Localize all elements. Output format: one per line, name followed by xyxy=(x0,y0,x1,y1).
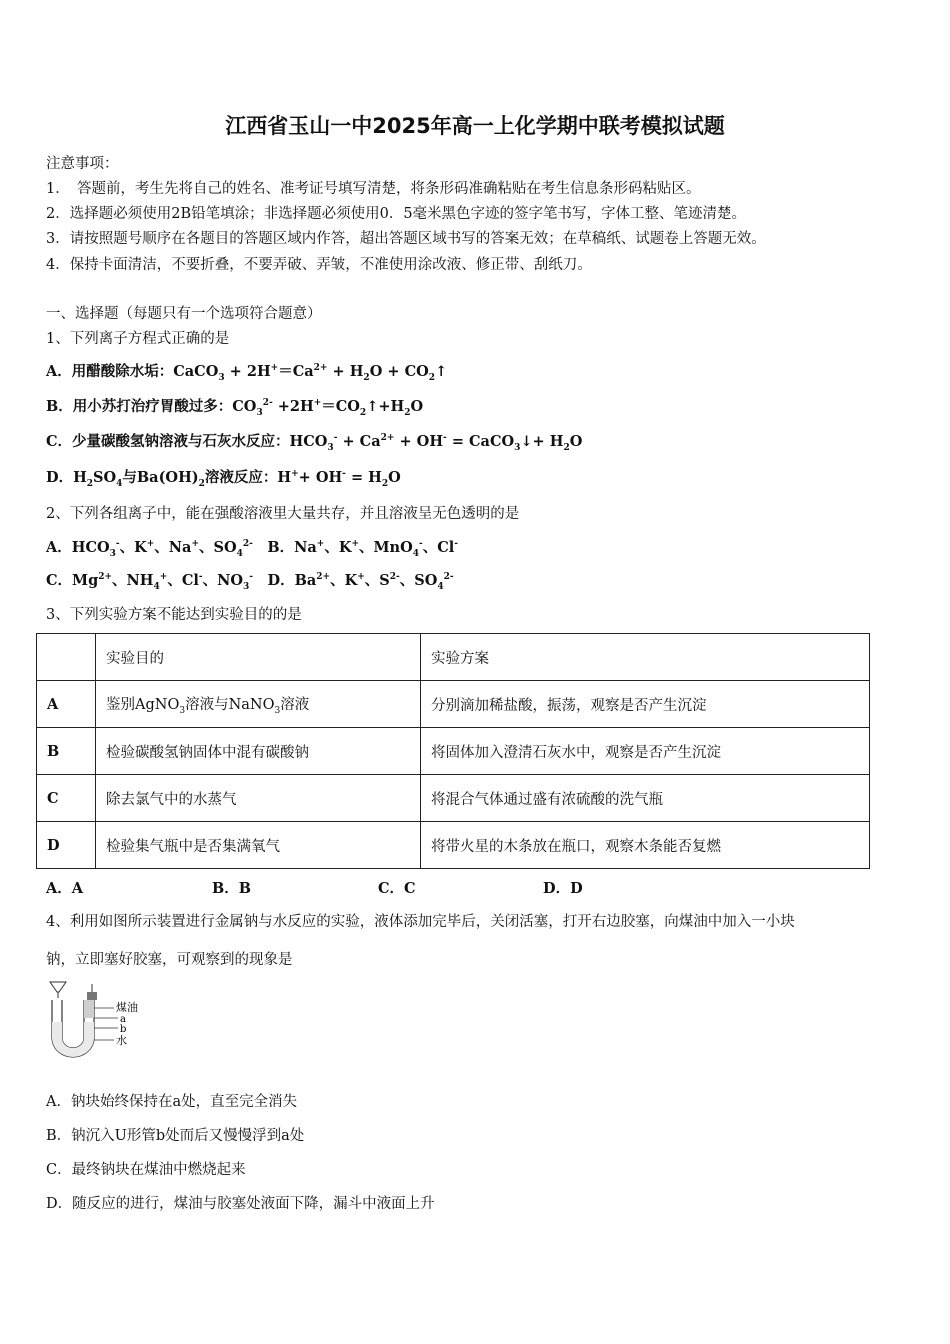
q2-stem: 2、下列各组离子中，能在强酸溶液里大量共存，并且溶液呈无色透明的是 xyxy=(46,506,520,522)
figure-label-water: 水 xyxy=(116,1034,127,1047)
table-header-cell xyxy=(37,634,96,681)
row-label: D xyxy=(37,822,96,869)
notice-item-1: 1． 答题前，考生先将自己的姓名、准考证号填写清楚，将条形码准确粘贴在考生信息条形码粘贴区。 xyxy=(46,181,701,197)
row-label: A xyxy=(37,681,96,728)
q1-option-b: B．用小苏打治疗胃酸过多：$CO_3^{2-}$ $+2H^+=CO_2↑+H_2O$ xyxy=(46,398,424,418)
q3-option-b: B．B xyxy=(212,880,252,897)
row-purpose: 检验碳酸氢钠固体中混有碳酸钠 xyxy=(96,728,421,775)
table-row xyxy=(37,681,870,728)
q1-option-d: D．$H_2SO_4$与$Ba(OH)_2$溶液反应：$H^++ OH^- = H_2O$ xyxy=(46,469,401,489)
row-purpose: 鉴别AgNO$_3$溶液与NaNO$_3$溶液 xyxy=(96,681,421,728)
q4-stem-line2: 钠，立即塞好胶塞，可观察到的现象是 xyxy=(46,952,293,968)
table-header-cell: 实验目的 xyxy=(96,634,421,681)
figure-label-a: a xyxy=(120,1014,126,1025)
q3-option-c: C．C xyxy=(378,880,416,897)
q4-option-b: B．钠沉入U形管b处而后又慢慢浮到a处 xyxy=(46,1128,305,1144)
table-row xyxy=(37,822,870,869)
q3-stem: 3、下列实验方案不能达到实验目的的是 xyxy=(46,607,302,623)
row-purpose: 除去氯气中的水蒸气 xyxy=(96,775,421,822)
row-label: B xyxy=(37,728,96,775)
q3-table xyxy=(36,633,870,869)
row-plan: 将带火星的木条放在瓶口，观察木条能否复燃 xyxy=(421,822,870,869)
table-row xyxy=(37,728,870,775)
q1-stem: 1、下列离子方程式正确的是 xyxy=(46,331,230,347)
table-row xyxy=(37,775,870,822)
q1-option-a: A．用醋酸除水垢：CaCO$_3$ + $2H^+=Ca^{2+} + H_2O$ + $CO_2↑$ xyxy=(46,363,448,383)
q4-option-d: D．随反应的进行，煤油与胶塞处液面下降，漏斗中液面上升 xyxy=(46,1196,435,1212)
row-purpose: 检验集气瓶中是否集满氧气 xyxy=(96,822,421,869)
q2-options-ab: A．$HCO_3^-$、K+、Na+、$SO_4^{2-}$ B．Na+、K+、MnO$_4$-、Cl- xyxy=(46,539,459,559)
q3-option-a: A．A xyxy=(46,880,84,897)
row-plan: 将固体加入澄清石灰水中，观察是否产生沉淀 xyxy=(421,728,870,775)
section-heading: 一、选择题（每题只有一个选项符合题意） xyxy=(46,306,322,322)
notice-heading: 注意事项： xyxy=(46,156,119,172)
q4-option-c: C．最终钠块在煤油中燃烧起来 xyxy=(46,1162,246,1178)
notice-item-4: 4．保持卡面清洁，不要折叠，不要弄破、弄皱，不准使用涂改液、修正带、刮纸刀。 xyxy=(46,257,592,273)
figure-label-b: b xyxy=(120,1024,127,1035)
row-plan: 将混合气体通过盛有浓硫酸的洗气瓶 xyxy=(421,775,870,822)
q3-option-d: D．D xyxy=(543,880,583,897)
row-plan: 分别滴加稀盐酸，振荡，观察是否产生沉淀 xyxy=(421,681,870,728)
notice-item-2: 2．选择题必须使用2B铅笔填涂；非选择题必须使用0．5毫米黑色字迹的签字笔书写，字体工整、笔迹清楚。 xyxy=(46,206,747,222)
table-header-cell: 实验方案 xyxy=(421,634,870,681)
table-header-row xyxy=(37,634,870,681)
q1-option-c: C．少量碳酸氢钠溶液与石灰水反应：$HCO_3^- + Ca^{2+} + OH^-$ = CaCO$_3$↓+ $H_2O$ xyxy=(46,433,583,453)
q4-stem-line1: 4、利用如图所示装置进行金属钠与水反应的实验，液体添加完毕后，关闭活塞，打开右边胶塞，向煤油中加入一小块 xyxy=(46,914,795,930)
q2-options-cd: C．$Mg^{2+}$、$NH_4^+$、Cl-、$NO_3^-$ D．$Ba^{2+}$、K+、$S^{2-}$、$SO_4^{2-}$ xyxy=(46,572,454,592)
u-tube-apparatus-figure xyxy=(46,980,156,1058)
figure-label-kerosene: 煤油 xyxy=(116,1001,138,1014)
q4-option-a: A．钠块始终保持在a处，直至完全消失 xyxy=(46,1094,298,1110)
row-label: C xyxy=(37,775,96,822)
page-title: 江西省玉山一中2025年高一上化学期中联考模拟试题 xyxy=(225,114,725,138)
notice-item-3: 3．请按照题号顺序在各题目的答题区域内作答，超出答题区域书写的答案无效；在草稿纸、试题卷上答题无效。 xyxy=(46,231,766,247)
